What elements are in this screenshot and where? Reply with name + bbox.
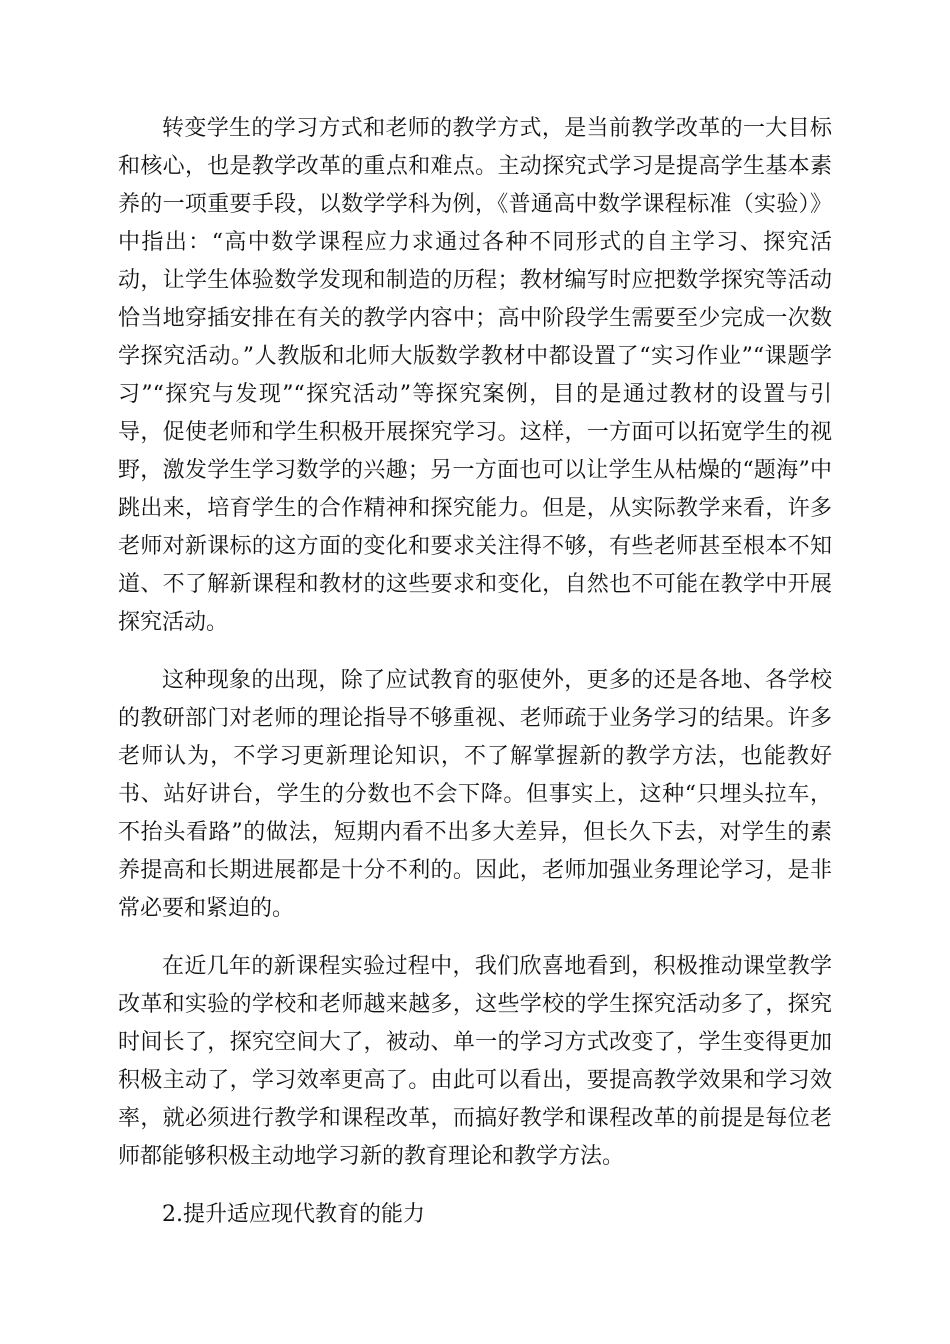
document-body (118, 110, 832, 1234)
section-heading: 2.提升适应现代教育的能力 (162, 1202, 425, 1227)
paragraph-3: 在近几年的新课程实验过程中，我们欣喜地看到，积极推动课堂教学改革和实验的学校和老师越来越多，这些学校的学生探究活动多了，探究时间长了，探究空间大了，被动、单一的学习方式改变了，学生变得更加积极主动了，学习效率更高了。由此可以看出，要提高教学效果和学习效率，就必须进行教学和课程改革，而搞好教学和课程改革的前提是每位老师都能够积极主动地学习新的教育理论和教学方法。 (118, 954, 832, 1169)
paragraph-1: 转变学生的学习方式和老师的教学方式，是当前教学改革的一大目标和核心，也是教学改革的重点和难点。主动探究式学习是提高学生基本素养的一项重要手段，以数学学科为例，《普通高中数学课程标准（实验）》中指出：“高中数学课程应力求通过各种不同形式的自主学习、探究活动，让学生体验数学发现和制造的历程；教材编写时应把数学探究等活动恰当地穿插安排在有关的教学内容中；高中阶段学生需要至少完成一次数学探究活动。”人教版和北师大版数学教材中都设置了“实习作业”“课题学习”“探究与发现”“探究活动”等探究案例，目的是通过教材的设置与引导，促使老师和学生积极开展探究学习。这样，一方面可以拓宽学生的视野，激发学生学习数学的兴趣；另一方面也可以让学生从枯燥的“题海”中跳出来，培育学生的合作精神和探究能力。但是，从实际教学来看，许多老师对新课标的这方面的变化和要求关注得不够，有些老师甚至根本不知道、不了解新课程和教材的这些要求和变化，自然也不可能在教学中开展探究活动。 (118, 116, 832, 635)
paragraph-2: 这种现象的出现，除了应试教育的驱使外，更多的还是各地、各学校的教研部门对老师的理论指导不够重视、老师疏于业务学习的结果。许多老师认为，不学习更新理论知识，不了解掌握新的教学方法，也能教好书、站好讲台，学生的分数也不会下降。但事实上，这种“只埋头拉车，不抬头看路”的做法，短期内看不出多大差异，但长久下去，对学生的素养提高和长期进展都是十分不利的。因此，老师加强业务理论学习，是非常必要和紧迫的。 (118, 668, 832, 921)
